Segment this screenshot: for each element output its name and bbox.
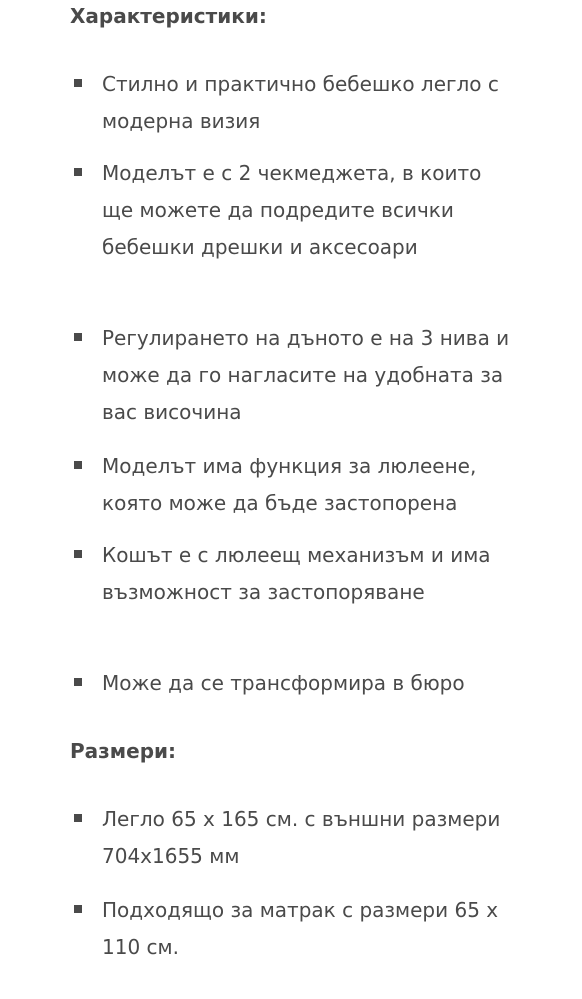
square-bullet-icon [74,678,82,686]
list-item [74,892,514,966]
list-item [74,320,514,431]
square-bullet-icon [74,461,82,469]
list-item-text: Моделът е с 2 чекмеджета, в които ще можете да подредите всички бебешки дрешки и аксесоари [102,161,482,259]
list-item-text: Може да се трансформира в бюро [102,671,465,695]
characteristics-heading: Характеристики: [70,4,267,28]
list-item-text: Подходящо за матрак с размери 65 х 110 см. [102,898,499,959]
list-item [74,155,514,303]
list-item [74,801,514,875]
list-item-text: Регулирането на дъното е на 3 нива и може да го нагласите на удобната за вас височина [102,326,510,424]
square-bullet-icon [74,79,82,87]
dimensions-heading: Размери: [70,739,177,763]
square-bullet-icon [74,550,82,558]
square-bullet-icon [74,333,82,341]
square-bullet-icon [74,168,82,176]
list-item [74,448,514,522]
list-item [74,66,514,140]
list-item [74,665,514,702]
square-bullet-icon [74,905,82,913]
list-item-text: Легло 65 х 165 см. с външни размери 704х1655 мм [102,807,501,868]
square-bullet-icon [74,814,82,822]
list-item-text: Кошът е с люлеещ механизъм и има възможност за застопоряване [102,543,491,604]
list-item-text: Моделът има функция за люлеене, която може да бъде застопорена [102,454,477,515]
list-item [74,537,514,648]
list-item-text: Стилно и практично бебешко легло с модерна визия [102,72,499,133]
